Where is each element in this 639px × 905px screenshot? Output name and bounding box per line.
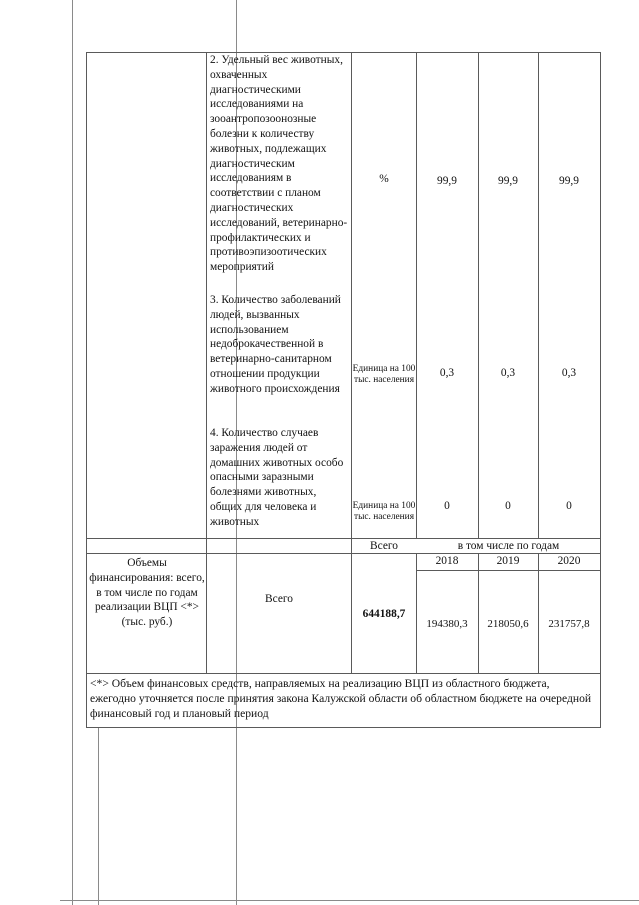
- indicator-4-unit: Единица на 100 тыс. населения: [352, 501, 416, 522]
- financing-year-2018: 2018: [435, 555, 459, 567]
- indicator-3-value-2020: 0,3: [561, 367, 577, 379]
- indicator-3-value-2019: 0,3: [500, 367, 516, 379]
- financing-total-value: 644188,7: [362, 608, 406, 620]
- indicator-2-value-2018: 99,9: [437, 175, 457, 187]
- indicator-3-unit: Единица на 100 тыс. населения: [352, 364, 416, 385]
- indicator-2-unit: %: [379, 173, 389, 185]
- financing-value-2020: 231757,8: [548, 618, 590, 630]
- financing-year-2019: 2019: [496, 555, 520, 567]
- footnote: <*> Объем финансовых средств, направляемых на реализацию ВЦП из областного бюджета, ежегодно уточняется после принятия закона Калужской области об областном бюджете на очередной финансовый год и плановый период: [90, 677, 592, 720]
- indicator-4-value-2019: 0: [505, 500, 511, 512]
- indicator-4-value-2018: 0: [444, 500, 450, 512]
- financing-total-header: Всего: [370, 540, 398, 552]
- financing-row-label: Всего: [265, 593, 293, 605]
- financing-value-2019: 218050,6: [487, 618, 529, 630]
- guide-line-left-outer: [72, 0, 73, 905]
- indicator-2-value-2019: 99,9: [498, 175, 518, 187]
- financing-year-2020: 2020: [557, 555, 581, 567]
- indicator-3-text: 3. Количество заболеваний людей, вызванных использованием недоброкачественной в ветеринарно-санитарном отношении продукции животного происхождения: [210, 294, 341, 395]
- financing-years-header: в том числе по годам: [457, 540, 560, 552]
- financing-label: Объемы финансирования: всего, в том числе по годам реализации ВЦП <*> (тыс. руб.): [89, 557, 205, 629]
- indicator-2-value-2020: 99,9: [559, 175, 579, 187]
- indicator-4-text: 4. Количество случаев заражения людей от домашних животных особо опасными заразными болезнями животных, общих для человека и животных: [210, 427, 344, 528]
- guide-line-bottom: [60, 900, 639, 901]
- indicator-3-value-2018: 0,3: [439, 367, 455, 379]
- guide-line-left-inner: [98, 728, 99, 905]
- indicator-4-value-2020: 0: [566, 500, 572, 512]
- financing-value-2018: 194380,3: [426, 618, 468, 630]
- indicator-2-text: 2. Удельный вес животных, охваченных диагностическими исследованиями на зооантропозоонозные болезни к количеству животных, подлежащих диагностическим исследованиям в соответствии с планом диагностических исследований, ветеринарно-профилактических и противоэпизоотических мероприятий: [210, 54, 348, 274]
